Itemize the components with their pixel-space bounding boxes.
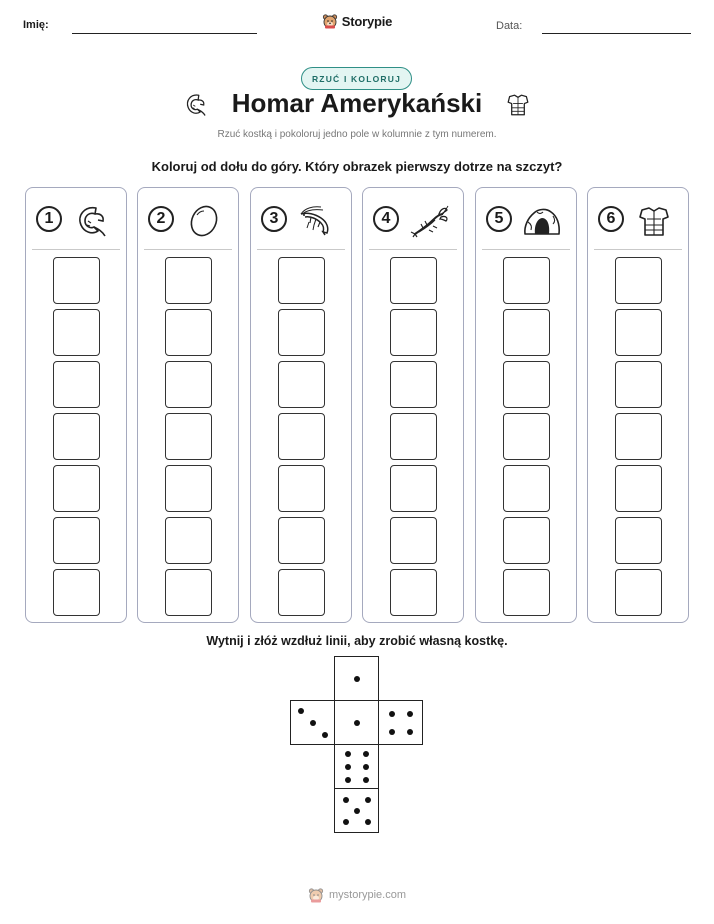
- name-line[interactable]: [72, 33, 257, 34]
- color-box[interactable]: [278, 309, 325, 356]
- instruction: Koloruj od dołu do góry. Który obrazek pierwszy dotrze na szczyt?: [151, 159, 563, 174]
- color-box[interactable]: [278, 413, 325, 460]
- column-number: 5: [486, 206, 512, 232]
- activity-badge: RZUĆ I KOLORUJ: [301, 67, 412, 90]
- column-number: 4: [373, 206, 399, 232]
- column-header: [598, 204, 680, 238]
- color-box[interactable]: [615, 413, 662, 460]
- die-pip: [345, 777, 351, 783]
- column-number: 6: [598, 206, 624, 232]
- color-box[interactable]: [53, 413, 100, 460]
- color-box[interactable]: [53, 361, 100, 408]
- column-header: [36, 204, 118, 238]
- die-pip: [345, 764, 351, 770]
- column-divider: [32, 249, 120, 250]
- color-box[interactable]: [53, 569, 100, 616]
- die-pip: [345, 751, 351, 757]
- column-4: [362, 187, 464, 623]
- color-box[interactable]: [390, 309, 437, 356]
- page-title: Homar Amerykański: [231, 88, 483, 118]
- color-box[interactable]: [390, 257, 437, 304]
- color-box[interactable]: [165, 361, 212, 408]
- color-box[interactable]: [390, 517, 437, 564]
- die-face-6: [334, 744, 379, 789]
- column-divider: [482, 249, 570, 250]
- column-divider: [257, 249, 345, 250]
- color-box[interactable]: [503, 465, 550, 512]
- column-header: [148, 204, 230, 238]
- die-face-1: [334, 700, 379, 745]
- color-box[interactable]: [53, 517, 100, 564]
- die-pip: [310, 720, 316, 726]
- color-box[interactable]: [278, 517, 325, 564]
- die-pip: [363, 751, 369, 757]
- column-number: 2: [148, 206, 174, 232]
- color-box[interactable]: [390, 569, 437, 616]
- column-header: [261, 204, 343, 238]
- die-pip: [389, 729, 395, 735]
- color-box[interactable]: [503, 309, 550, 356]
- die-face-4: [378, 700, 423, 745]
- column-divider: [144, 249, 232, 250]
- die-pip: [363, 777, 369, 783]
- column-5: [475, 187, 577, 623]
- color-box[interactable]: [53, 465, 100, 512]
- column-divider: [369, 249, 457, 250]
- die-pip: [343, 797, 349, 803]
- brand: [0, 13, 714, 29]
- color-box[interactable]: [615, 517, 662, 564]
- die-pip: [354, 720, 360, 726]
- brand-name: Storypie: [341, 13, 393, 29]
- color-box[interactable]: [503, 517, 550, 564]
- color-box[interactable]: [503, 413, 550, 460]
- color-box[interactable]: [390, 413, 437, 460]
- color-box[interactable]: [53, 257, 100, 304]
- color-box[interactable]: [165, 569, 212, 616]
- color-box[interactable]: [278, 361, 325, 408]
- bear-icon: [308, 887, 324, 903]
- color-box[interactable]: [53, 309, 100, 356]
- color-box[interactable]: [615, 361, 662, 408]
- color-box[interactable]: [278, 569, 325, 616]
- color-box[interactable]: [615, 257, 662, 304]
- die-pip: [407, 729, 413, 735]
- bear-icon: [322, 13, 338, 29]
- color-box[interactable]: [615, 309, 662, 356]
- color-box[interactable]: [278, 257, 325, 304]
- die-face-3: [290, 700, 335, 745]
- color-box[interactable]: [165, 257, 212, 304]
- die-pip: [365, 797, 371, 803]
- die-pip: [389, 711, 395, 717]
- color-box[interactable]: [165, 465, 212, 512]
- cut-instruction: Wytnij i złóż wzdłuż linii, aby zrobić własną kostkę.: [206, 634, 508, 648]
- column-2: [137, 187, 239, 623]
- die-pip: [354, 808, 360, 814]
- footer-url[interactable]: mystorypie.com: [328, 889, 407, 901]
- die-pip: [354, 676, 360, 682]
- date-label: Data:: [496, 20, 523, 32]
- shrimp-icon: [297, 204, 337, 238]
- color-box[interactable]: [165, 413, 212, 460]
- color-box[interactable]: [390, 465, 437, 512]
- subtitle: Rzuć kostką i pokoloruj jedno pole w kolumnie z tym numerem.: [217, 129, 497, 140]
- color-box[interactable]: [503, 569, 550, 616]
- die-pip: [365, 819, 371, 825]
- rock-cave-icon: [522, 204, 562, 238]
- column-divider: [594, 249, 682, 250]
- die-pip: [322, 732, 328, 738]
- armor-icon: [634, 204, 674, 238]
- color-box[interactable]: [278, 465, 325, 512]
- die-pip: [363, 764, 369, 770]
- color-box[interactable]: [165, 517, 212, 564]
- name-label: Imię:: [23, 19, 49, 31]
- egg-icon: [184, 204, 224, 238]
- color-box[interactable]: [615, 465, 662, 512]
- column-number: 1: [36, 206, 62, 232]
- die-face-1: [334, 656, 379, 701]
- die-pip: [407, 711, 413, 717]
- column-1: [25, 187, 127, 623]
- color-box[interactable]: [390, 361, 437, 408]
- lobster-icon: [409, 204, 449, 238]
- color-box[interactable]: [165, 309, 212, 356]
- column-6: [587, 187, 689, 623]
- color-box[interactable]: [615, 569, 662, 616]
- column-header: [486, 204, 568, 238]
- footer: [0, 887, 714, 903]
- die-pip: [298, 708, 304, 714]
- color-box[interactable]: [503, 257, 550, 304]
- color-box[interactable]: [503, 361, 550, 408]
- column-number: 3: [261, 206, 287, 232]
- die-pip: [343, 819, 349, 825]
- column-3: [250, 187, 352, 623]
- die-face-5: [334, 788, 379, 833]
- column-header: [373, 204, 455, 238]
- armor-icon: [504, 91, 532, 119]
- lobster-claw-icon: [72, 204, 112, 238]
- date-line[interactable]: [542, 33, 691, 34]
